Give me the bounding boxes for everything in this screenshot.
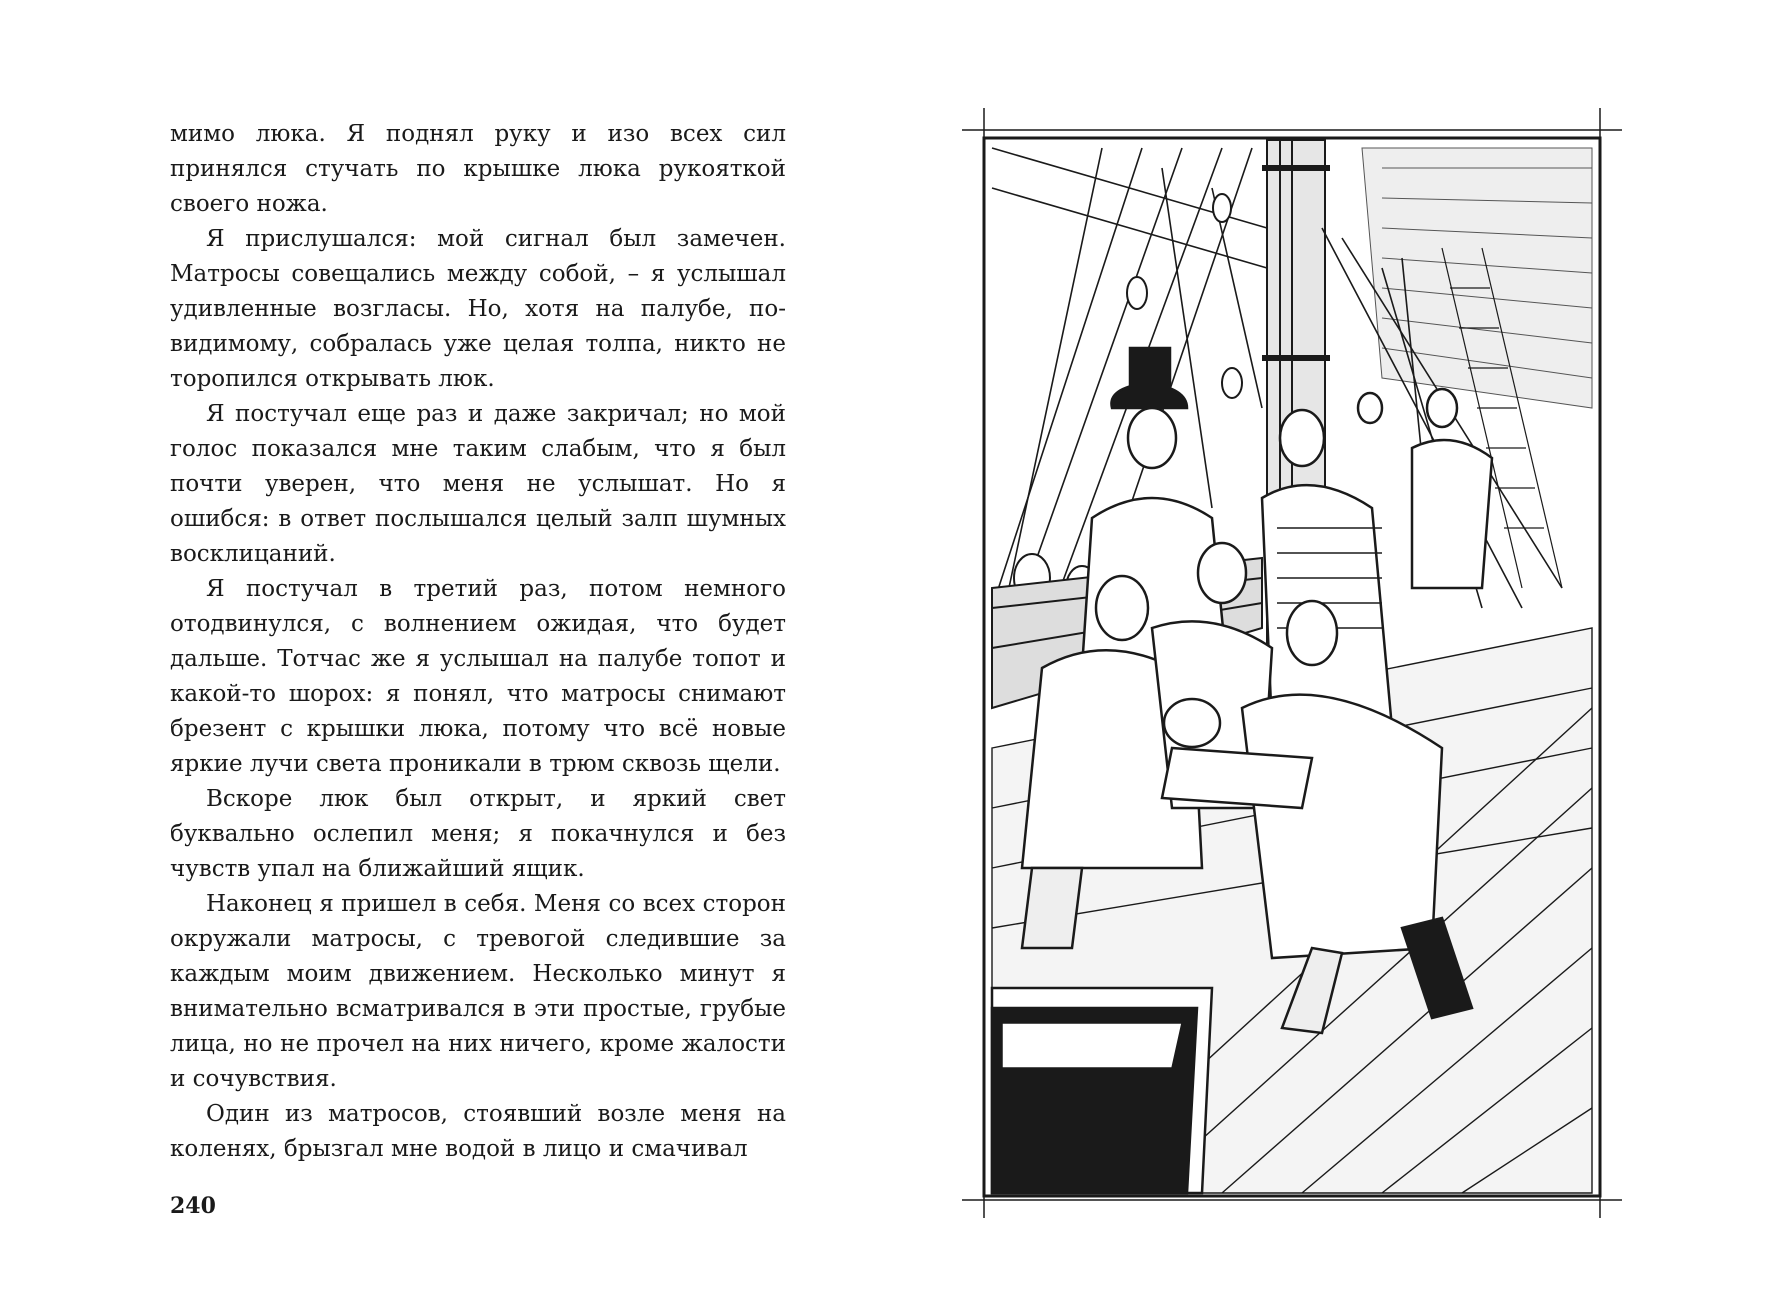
paragraph: Я постучал еще раз и даже закричал; но мой голос показался мне таким слабым, что я был почти уверен, что меня не услышат. Но я ошибся: в ответ послышался целый залп шумных восклицаний. xyxy=(170,401,786,567)
paragraph: Я постучал в третий раз, потом немного отодвинулся, с волнением ожидая, что будет дальше. Тотчас же я услышал на палубе топот и какой-то шорох: я понял, что матросы снимают брезент с крышки люка, потому что всё новые яркие лучи света проникали в трюм сквозь щели. xyxy=(170,576,786,777)
page-number: 240 xyxy=(170,1193,216,1219)
illustration xyxy=(962,108,1622,1218)
paragraph: Я прислушался: мой сигнал был замечен. Матросы совещались между собой, – я услышал удивленные возгласы. Но, хотя на палубе, по-видимому, собралась уже целая толпа, никто не торопился открывать люк. xyxy=(170,226,786,392)
paragraph: Вскоре люк был открыт, и яркий свет буквально ослепил меня; я покачнулся и без чувств упал на ближайший ящик. xyxy=(170,786,786,882)
ship-deck-illustration xyxy=(962,108,1622,1218)
paragraph: мимо люка. Я поднял руку и изо всех сил принялся стучать по крышке люка рукояткой своего ножа. xyxy=(170,121,786,217)
text-column xyxy=(170,117,786,1167)
paragraph: Наконец я пришел в себя. Меня со всех сторон окружали матросы, с тревогой следившие за каждым моим движением. Несколько минут я внимательно всматривался в эти простые, грубые лица, но не прочел на них ничего, кроме жалости и сочувствия. xyxy=(170,891,786,1092)
paragraph: Один из матросов, стоявший возле меня на коленях, брызгал мне водой в лицо и смачивал xyxy=(170,1101,786,1162)
open-hatch xyxy=(992,988,1212,1193)
